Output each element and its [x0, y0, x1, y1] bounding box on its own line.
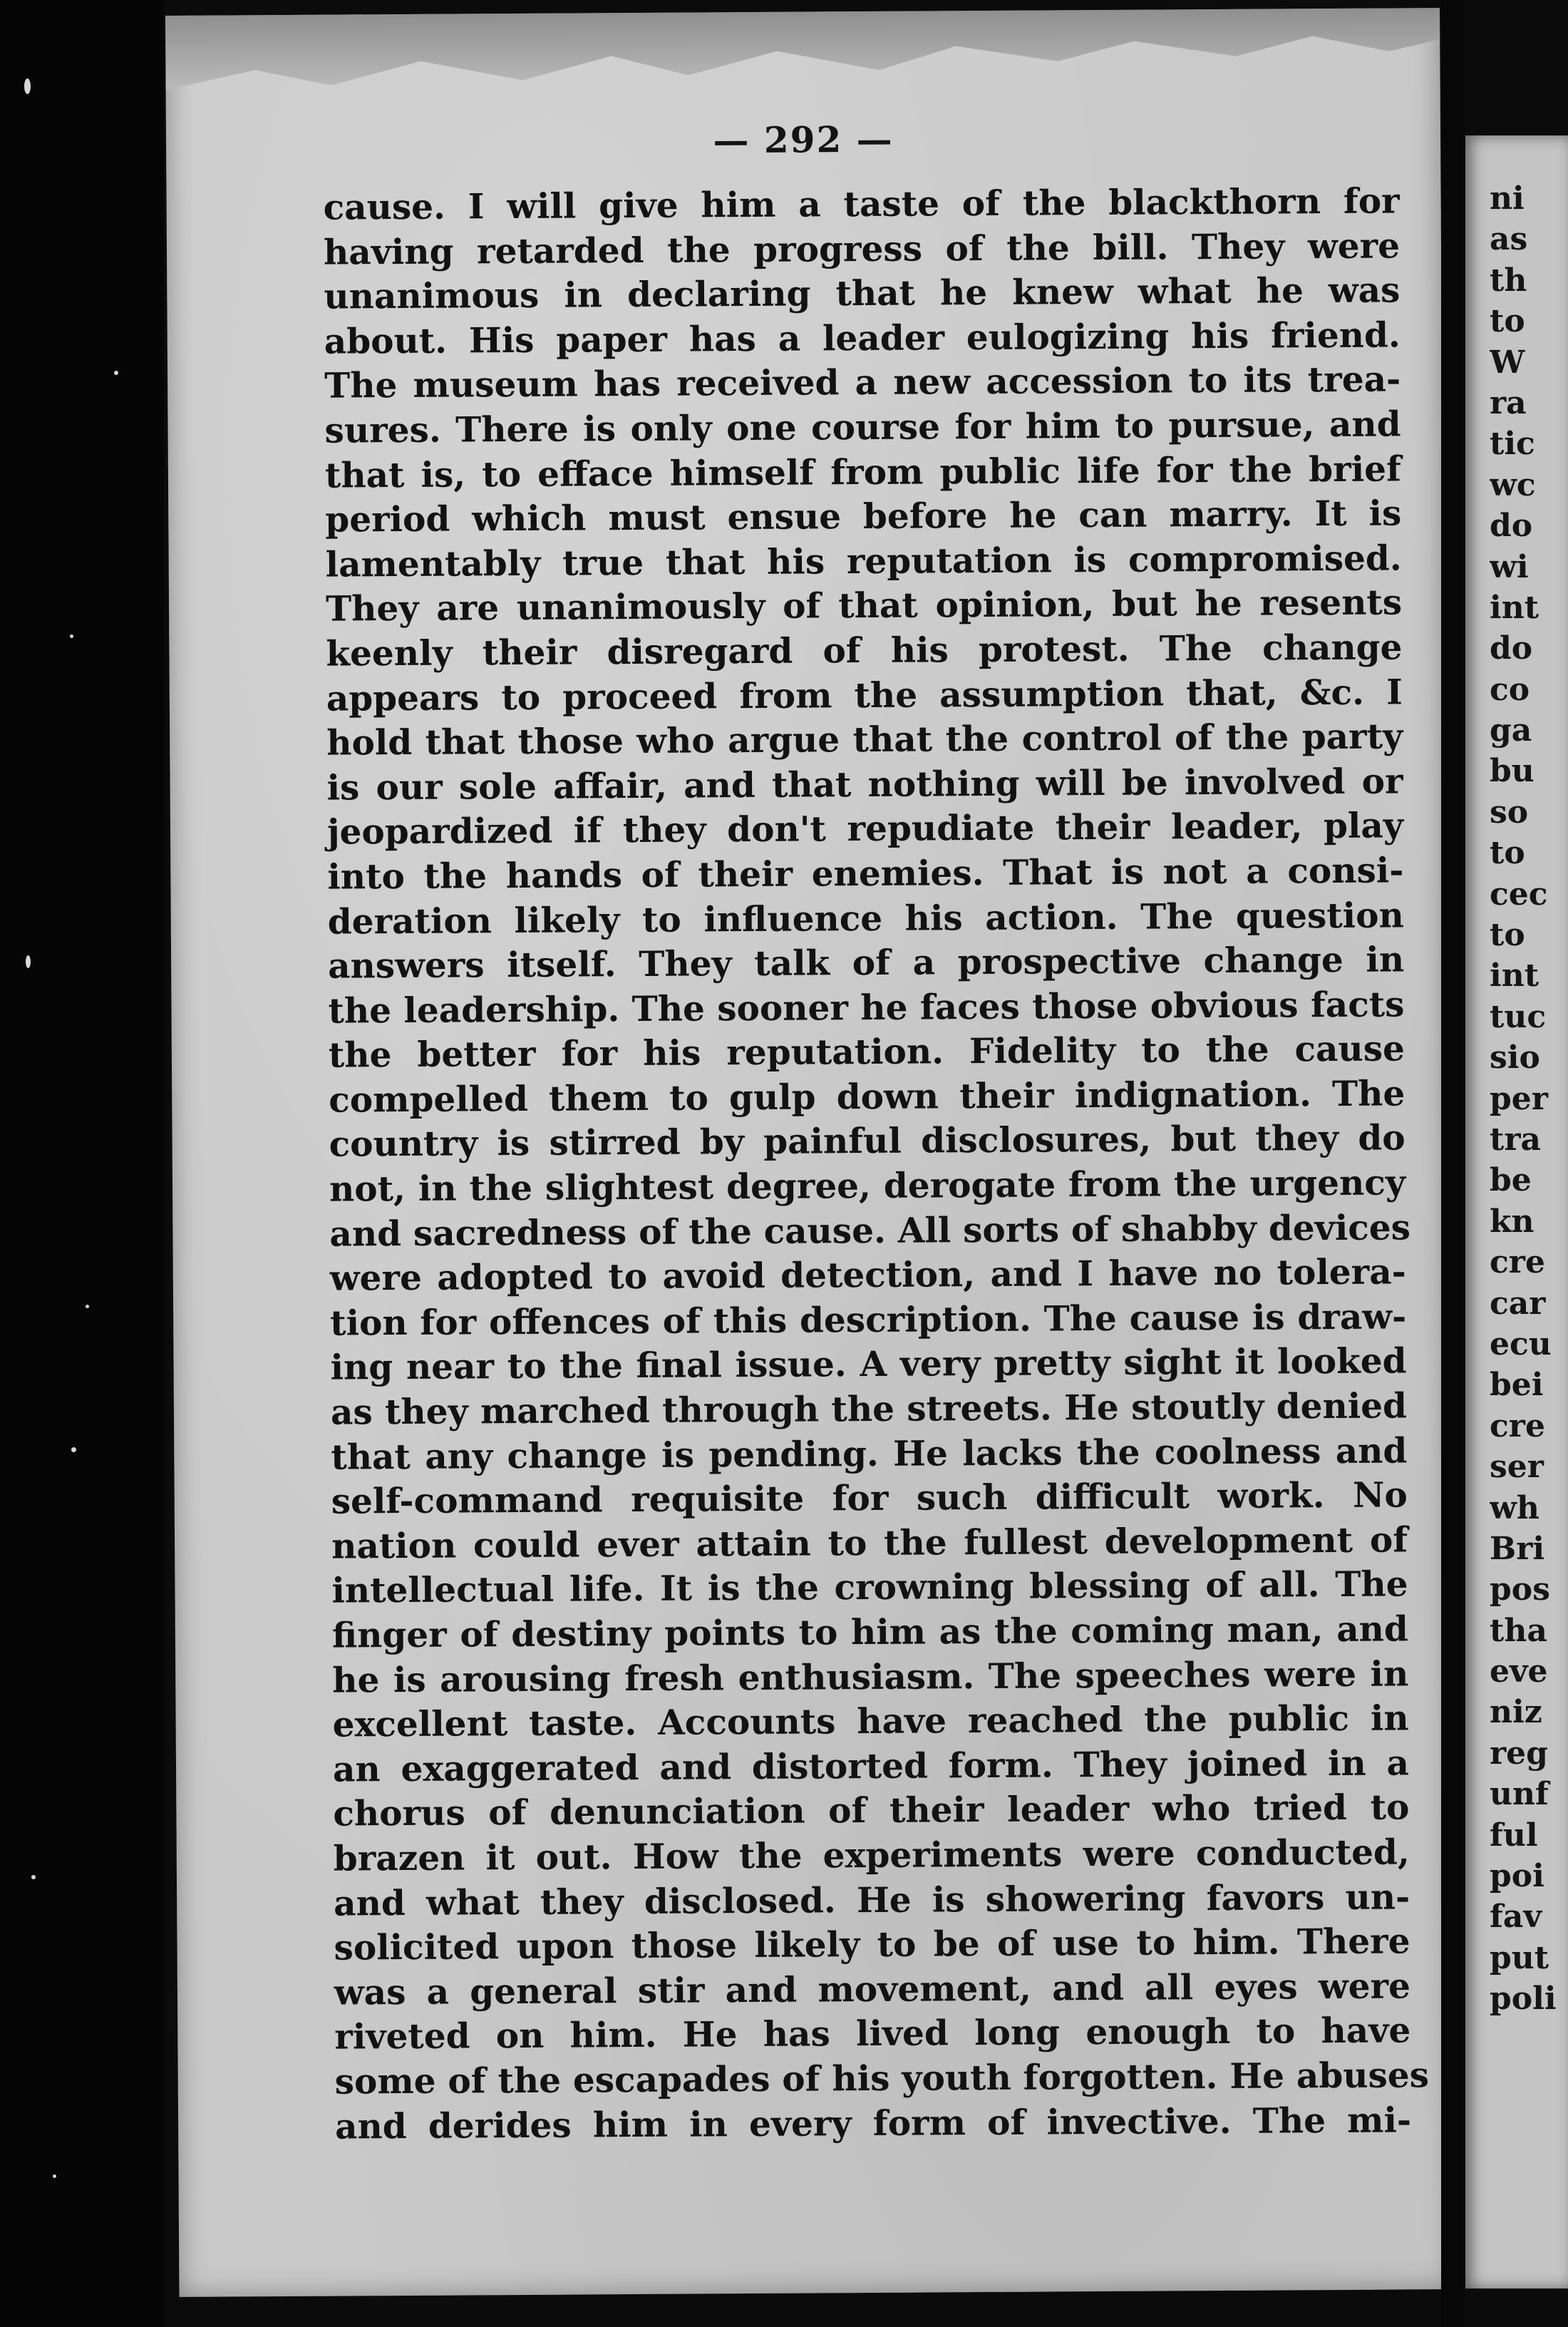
text-line: that any change is pending. He lacks the coolness and [331, 1430, 1408, 1478]
facing-text-fragment: tha [1490, 1612, 1547, 1649]
facing-text-fragment: tra [1490, 1121, 1542, 1158]
facing-text-fragment: bei [1490, 1367, 1544, 1404]
facing-text-fragment: eve [1490, 1653, 1548, 1690]
facing-text-fragment: pos [1490, 1571, 1550, 1608]
scan-border-left [0, 0, 164, 2327]
page-number: — 292 — [713, 118, 894, 162]
facing-text-fragment: to [1490, 835, 1525, 872]
facing-text-fragment: to [1490, 303, 1525, 340]
scan-speck [53, 2174, 56, 2178]
text-line: about. His paper has a leader eulogizing his friend. [324, 314, 1401, 362]
text-line: ing near to the final issue. A very pretty sight it looked [330, 1340, 1407, 1389]
facing-text-fragment: int [1490, 589, 1539, 626]
text-line: an exaggerated and distorted form. They joined in a [332, 1742, 1410, 1790]
text-line: finger of destiny points to him as the coming man, and [331, 1608, 1409, 1656]
facing-text-fragment: kn [1490, 1203, 1535, 1240]
facing-text-fragment: tic [1490, 426, 1535, 463]
facing-text-fragment: tuc [1490, 998, 1547, 1035]
torn-page-edge [165, 8, 1440, 94]
text-line: excellent taste. Accounts have reached the public in [332, 1697, 1409, 1745]
book-gutter [1441, 0, 1465, 2327]
text-line: cause. I will give him a taste of the blackthorn for [323, 180, 1400, 228]
facing-text-fragment: poli [1490, 1981, 1557, 2018]
facing-text-fragment: Bri [1490, 1530, 1545, 1567]
facing-text-fragment: ser [1490, 1449, 1544, 1486]
text-line: the leadership. The sooner he faces those obvious facts [328, 984, 1405, 1032]
facing-text-fragment: as [1490, 221, 1528, 258]
facing-text-fragment: to [1490, 917, 1525, 954]
text-line: solicited upon those likely to be of use to him. There [334, 1921, 1410, 1968]
text-line: some of the escapades of his youth forgotten. He abuses [334, 2055, 1430, 2102]
facing-text-fragment: wh [1490, 1489, 1539, 1526]
text-line: not, in the slightest degree, derogate from the urgency [329, 1162, 1406, 1210]
text-line: compelled them to gulp down their indignation. The [329, 1073, 1405, 1121]
book-page [165, 8, 1454, 2297]
text-line: country is stirred by painful disclosures, but they do [329, 1117, 1405, 1166]
facing-text-fragment: unf [1490, 1776, 1549, 1813]
scan-speck [86, 1305, 89, 1308]
scan-speck [71, 1447, 76, 1452]
text-line: riveted on him. He has lived long enough to have [334, 2010, 1411, 2058]
text-line: keenly their disregard of his protest. The change [326, 627, 1403, 674]
text-line: into the hands of their enemies. That is not a consi- [327, 850, 1404, 898]
facing-text-fragment: wi [1490, 548, 1529, 585]
facing-text-fragment: ni [1490, 180, 1525, 217]
facing-text-fragment: ra [1490, 384, 1527, 421]
facing-text-fragment: be [1490, 1162, 1532, 1199]
facing-page-text [1490, 178, 1568, 2020]
text-line: self-command requisite for such difficult work. No [331, 1474, 1408, 1522]
facing-text-fragment: cre [1490, 1407, 1545, 1444]
facing-text-fragment: so [1490, 793, 1529, 831]
text-line: the better for his reputation. Fidelity to the cause [328, 1028, 1405, 1076]
facing-text-fragment: bu [1490, 753, 1535, 790]
facing-text-fragment: wc [1490, 466, 1536, 503]
text-line: appears to proceed from the assumption that, &c. I [326, 671, 1403, 719]
facing-text-fragment: do [1490, 508, 1533, 545]
facing-text-fragment: sio [1490, 1039, 1540, 1077]
scan-speck [70, 635, 73, 638]
facing-text-fragment: cec [1490, 875, 1548, 913]
facing-text-fragment: fav [1490, 1899, 1542, 1936]
text-line: tion for offences of this description. The cause is draw- [330, 1296, 1407, 1344]
scan-speck [26, 955, 31, 968]
text-line: period which must ensue before he can marry. It is [325, 493, 1402, 540]
facing-text-fragment: ga [1490, 712, 1532, 749]
facing-text-fragment: co [1490, 671, 1530, 708]
facing-text-fragment: ecu [1490, 1325, 1552, 1362]
text-line: answers itself. They talk of a prospective change in [327, 939, 1405, 987]
facing-text-fragment: do [1490, 630, 1533, 667]
facing-text-fragment: int [1490, 957, 1539, 995]
text-line: deration likely to influence his action. The question [327, 894, 1404, 942]
facing-text-fragment: per [1490, 1080, 1548, 1117]
text-line: hold that those who argue that the control of the party [326, 716, 1403, 764]
text-line: sures. There is only one course for him to pursue, and [324, 404, 1401, 451]
text-line: unanimous in declaring that he knew what he was [324, 269, 1401, 317]
text-line: were adopted to avoid detection, and I have no tolera- [329, 1251, 1406, 1299]
text-line: was a general stir and movement, and all eyes were [334, 1966, 1411, 2013]
text-line: as they marched through the streets. He stoutly denied [330, 1385, 1408, 1433]
text-line: having retarded the progress of the bill. They were [323, 225, 1401, 273]
facing-text-fragment: put [1490, 1939, 1549, 1976]
facing-text-fragment: reg [1490, 1735, 1548, 1772]
text-line: and what they disclosed. He is showering favors un- [334, 1876, 1410, 1924]
text-line: and sacredness of the cause. All sorts of shabby devices [329, 1207, 1411, 1255]
facing-text-fragment: car [1490, 1285, 1546, 1322]
text-line: jeopardized if they don't repudiate their leader, play [326, 805, 1404, 853]
scan-speck [114, 371, 118, 375]
text-line: nation could ever attain to the fullest development of [331, 1519, 1408, 1567]
text-line: that is, to efface himself from public life for the brief [324, 448, 1402, 496]
text-line: chorus of denunciation of their leader who tried to [333, 1787, 1410, 1834]
text-line: he is arousing fresh enthusiasm. The speeches were in [332, 1653, 1409, 1701]
facing-text-fragment: ful [1490, 1817, 1538, 1854]
text-line: is our sole affair, and that nothing will be involved or [326, 761, 1403, 808]
text-line: lamentably true that his reputation is compromised. [325, 538, 1402, 585]
facing-text-fragment: W [1490, 344, 1525, 381]
text-line: and derides him in every form of invective. The mi- [334, 2099, 1412, 2147]
scan-speck [31, 1875, 36, 1879]
facing-text-fragment: poi [1490, 1858, 1544, 1895]
text-line: brazen it out. How the experiments were conducted, [333, 1832, 1410, 1879]
body-text [323, 179, 1430, 2149]
text-line: They are unanimously of that opinion, but he resents [325, 582, 1403, 630]
facing-text-fragment: niz [1490, 1694, 1542, 1731]
scan-speck [24, 78, 31, 94]
text-line: intellectual life. It is the crowning blessing of all. The [331, 1563, 1408, 1612]
text-line: The museum has received a new accession to its trea- [324, 359, 1401, 407]
facing-text-fragment: cre [1490, 1244, 1545, 1281]
facing-text-fragment: th [1490, 262, 1527, 299]
